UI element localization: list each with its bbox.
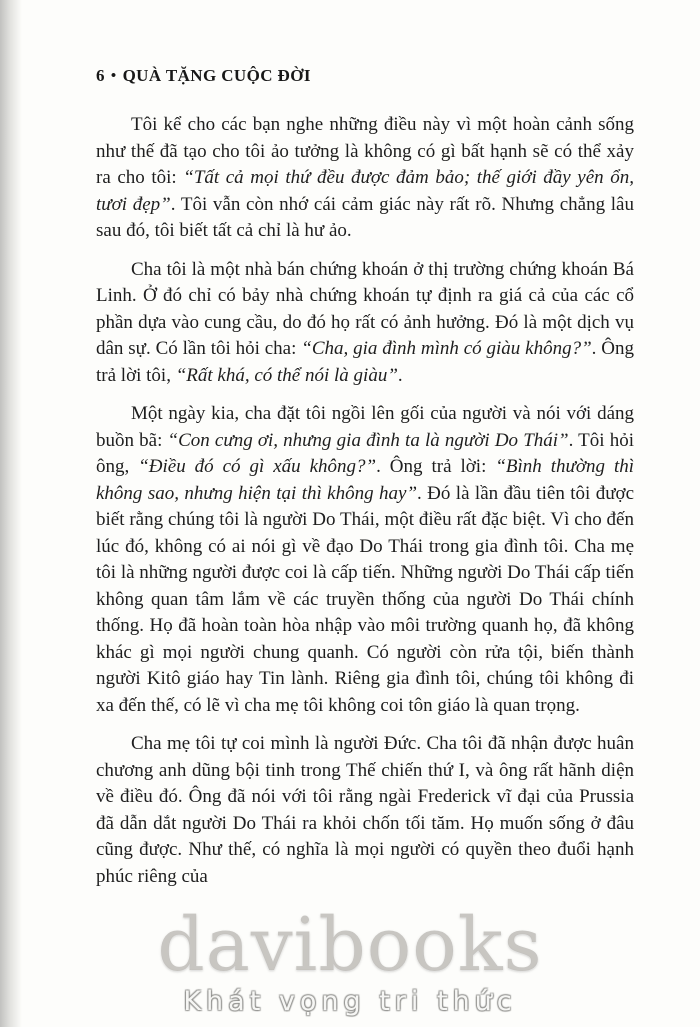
paragraph <box>96 112 634 245</box>
watermark-brand: davibooks <box>157 902 543 988</box>
running-header <box>96 66 634 86</box>
body-run: Một ngày kia, cha đặt tôi ngồi lên gối của người và nói với dáng buồn bã: <box>96 403 634 451</box>
paragraph <box>96 401 634 719</box>
body-run: Cha tôi là một nhà bán chứng khoán ở thị trường chứng khoán Bá Linh. Ở đó chỉ có bảy nhà chứng khoán tự định ra giá cả của các cổ phần dựa vào cung cầu, do đó họ rất có ảnh hưởng. Đó là một dịch vụ dân sự. Có lần tôi hỏi cha: <box>96 258 634 359</box>
header-bullet: • <box>110 68 117 84</box>
watermark-tagline: Khát vọng tri thức <box>183 986 517 1017</box>
body-run: . Đó là lần đầu tiên tôi được biết rằng chúng tôi là người Do Thái, một điều rất đặc biệt. Vì cho đến lúc đó, không có ai nói gì về đạo Do Thái trong gia đình tôi. Cha mẹ tôi là những người được coi là cấp tiến. Những người Do Thái cấp tiến không quan tâm lắm về các truyền thống của người Do Thái chính thống. Họ đã hoàn toàn hòa nhập vào môi trường quanh họ, đã không khác gì mọi người chung quanh. Có người còn rửa tội, biến thành người Kitô giáo hay Tin lành. Riêng gia đình tôi, chúng tôi không đi xa đến thế, có lẽ vì cha mẹ tôi không coi tôn giáo là quan trọng. <box>96 482 635 716</box>
quoted-italic-text: “Bình thường thì không sao, nhưng hiện tại thì không hay” <box>96 456 635 504</box>
scan-shadow-left <box>0 0 22 1027</box>
page-content <box>96 66 634 902</box>
paragraph <box>96 257 634 390</box>
quoted-italic-text: “Điều đó có gì xấu không?” <box>138 456 377 477</box>
quoted-italic-text: “Rất khá, có thể nói là giàu” <box>175 364 398 386</box>
watermark <box>0 902 700 1017</box>
quoted-italic-text: “Tất cả mọi thứ đều được đảm bảo; thế giới đầy yên ổn, tươi đẹp” <box>96 167 634 215</box>
body-run: Tôi kể cho các bạn nghe những điều này vì một hoàn cảnh sống như thế đã tạo cho tôi ảo tưởng là không có gì bất hạnh sẽ có thể xảy ra cho tôi: <box>96 114 634 188</box>
body-run: . Ông trả lời tôi, <box>96 338 634 386</box>
page-number: 6 <box>96 66 105 85</box>
body-text <box>96 112 634 890</box>
body-run: . Ông trả lời: <box>376 456 496 477</box>
body-run: . Tôi hỏi ông, <box>96 429 634 477</box>
body-run: . <box>397 364 403 386</box>
book-title: QUÀ TẶNG CUỘC ĐỜI <box>122 66 311 85</box>
body-run: . Tôi vẫn còn nhớ cái cảm giác này rất rõ. Nhưng chẳng lâu sau đó, tôi biết tất cả chỉ là hư ảo. <box>96 193 634 241</box>
quoted-italic-text: “Cha, gia đình mình có giàu không?” <box>301 338 592 359</box>
quoted-italic-text: “Con cưng ơi, nhưng gia đình ta là người Do Thái” <box>167 429 569 451</box>
paragraph <box>96 731 634 890</box>
body-run: Cha mẹ tôi tự coi mình là người Đức. Cha tôi đã nhận được huân chương anh dũng bội tinh trong Thế chiến thứ I, và ông rất hãnh diện về điều đó. Ông đã nói với tôi rằng ngài Frederick vĩ đại của Prussia đã dẫn dắt người Do Thái ra khỏi chốn tối tăm. Họ muốn sống ở đâu cũng được. Như thế, có nghĩa là mọi người có quyền theo đuổi hạnh phúc riêng của <box>96 733 634 887</box>
